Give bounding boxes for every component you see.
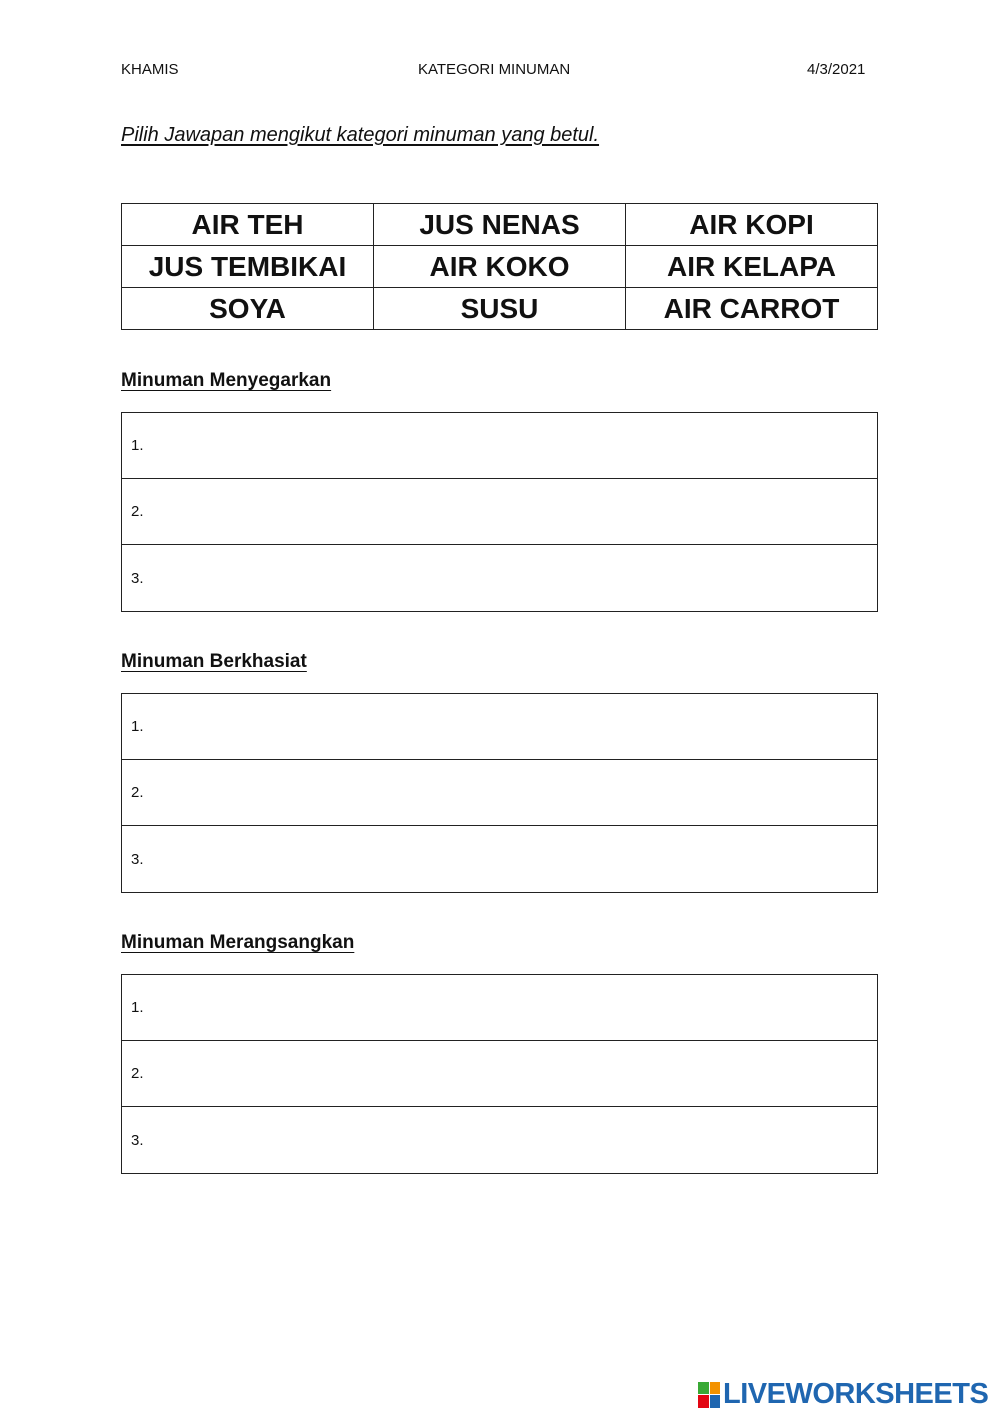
header-right: 4/3/2021 — [807, 61, 866, 78]
answer-number: 3. — [131, 569, 144, 587]
section-title-berkhasiat: Minuman Berkhasiat — [121, 651, 307, 672]
answer-number: 2. — [131, 503, 144, 520]
choice-cell[interactable]: JUS NENAS — [374, 204, 626, 246]
answer-box-merangsangkan — [121, 974, 878, 1174]
choice-cell[interactable]: SUSU — [374, 288, 626, 330]
answer-number: 1. — [131, 999, 144, 1016]
section-title-merangsangkan: Minuman Merangsangkan — [121, 932, 355, 953]
choices-row — [122, 204, 878, 246]
answer-box-berkhasiat — [121, 693, 878, 893]
answer-row[interactable] — [122, 760, 877, 826]
header-center: KATEGORI MINUMAN — [418, 61, 571, 78]
choice-cell[interactable]: AIR KOPI — [626, 204, 878, 246]
answer-number: 2. — [131, 1065, 144, 1082]
choices-table — [121, 203, 878, 330]
choice-cell[interactable]: SOYA — [122, 288, 374, 330]
choice-cell[interactable]: JUS TEMBIKAI — [122, 246, 374, 288]
choices-row — [122, 246, 878, 288]
answer-row[interactable] — [122, 545, 877, 611]
answer-number: 1. — [131, 437, 144, 454]
answer-row[interactable] — [122, 1107, 877, 1173]
header-left: KHAMIS — [121, 61, 179, 78]
choices-row — [122, 288, 878, 330]
answer-number: 2. — [131, 784, 144, 801]
section-title-menyegarkan: Minuman Menyegarkan — [121, 370, 332, 391]
answer-row[interactable] — [122, 694, 877, 760]
answer-number: 1. — [131, 718, 144, 735]
answer-row[interactable] — [122, 826, 877, 892]
answer-row[interactable] — [122, 975, 877, 1041]
instruction-text: Pilih Jawapan mengikut kategori minuman yang betul. — [121, 124, 600, 146]
choice-cell[interactable]: AIR CARROT — [626, 288, 878, 330]
answer-box-menyegarkan — [121, 412, 878, 612]
answer-row[interactable] — [122, 1041, 877, 1107]
liveworksheets-wordmark: LIVEWORKSHEETS — [723, 1378, 989, 1410]
answer-number: 3. — [131, 1131, 144, 1149]
choice-cell[interactable]: AIR KOKO — [374, 246, 626, 288]
liveworksheets-logo-icon — [698, 1382, 720, 1408]
choice-cell[interactable]: AIR KELAPA — [626, 246, 878, 288]
answer-row[interactable] — [122, 413, 877, 479]
answer-number: 3. — [131, 850, 144, 868]
answer-row[interactable] — [122, 479, 877, 545]
choice-cell[interactable]: AIR TEH — [122, 204, 374, 246]
liveworksheets-brand[interactable] — [698, 1378, 988, 1411]
